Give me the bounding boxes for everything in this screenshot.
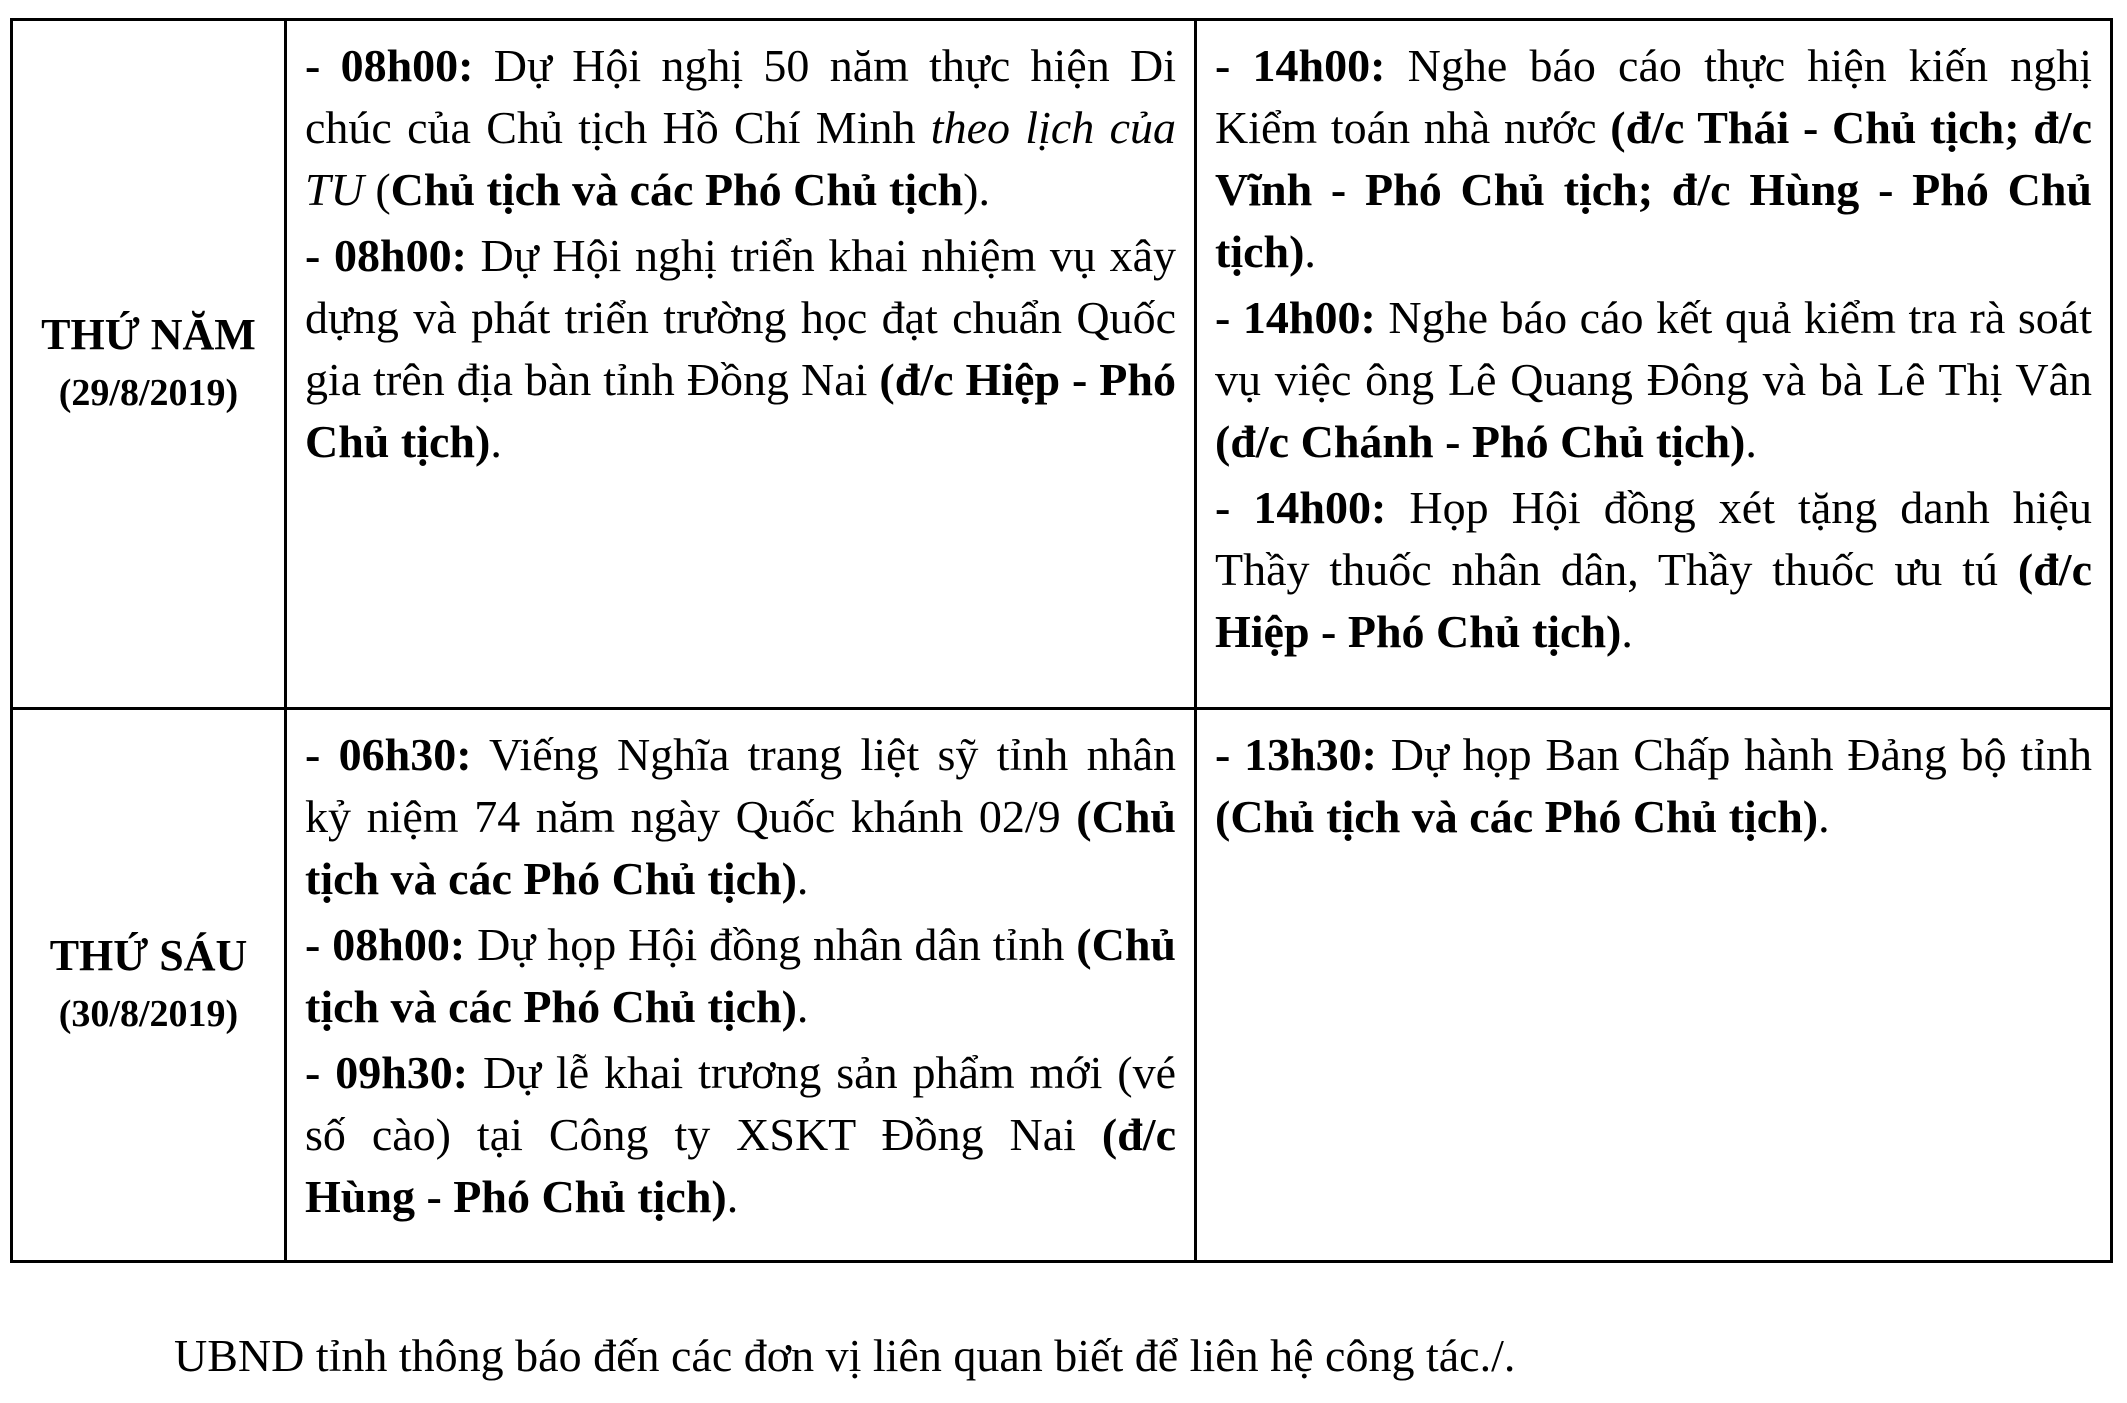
entry-attendees: (Chủ tịch và các Phó Chủ tịch) — [1215, 791, 1819, 842]
entry-dash: - — [1215, 729, 1245, 780]
entry-time: 14h00: — [1252, 40, 1386, 91]
morning-cell — [286, 709, 1196, 1262]
entry-text: Nghe báo cáo kết quả kiểm tra rà soát vụ việc ông Lê Quang Đông và bà Lê Thị Vân — [1215, 292, 2092, 405]
schedule-entry — [305, 1042, 1176, 1228]
entry-text: . — [1621, 606, 1633, 657]
entry-dash: - — [1215, 40, 1253, 91]
entry-text: . — [796, 853, 809, 904]
entry-attendees: (đ/c Hiệp - Phó Chủ tịch) — [305, 354, 1176, 467]
schedule-entry — [305, 225, 1176, 473]
entry-attendees: (Chủ tịch và các Phó Chủ tịch) — [305, 791, 1176, 904]
entry-time: 06h30: — [338, 729, 472, 780]
schedule-entry — [1215, 477, 2092, 663]
schedule-entry — [1215, 724, 2092, 848]
entry-italic-text: theo lịch của TU — [305, 102, 1176, 215]
entry-attendees: (Chủ tịch và các Phó Chủ tịch) — [305, 919, 1176, 1032]
entry-dash: - — [1215, 292, 1243, 343]
entry-text: . — [726, 1171, 739, 1222]
entry-time: 13h30: — [1244, 729, 1377, 780]
schedule-entry — [305, 35, 1176, 221]
entry-text: Viếng Nghĩa trang liệt sỹ tỉnh nhân kỷ niệm 74 năm ngày Quốc khánh 02/9 — [305, 729, 1176, 842]
day-name: THỨ SÁU — [49, 931, 248, 980]
entry-dash: - — [305, 729, 339, 780]
day-name: THỨ NĂM — [41, 310, 256, 359]
schedule-row-thu-nam — [12, 20, 2112, 709]
entry-text: . — [1745, 416, 1757, 467]
entry-text: Nghe báo cáo thực hiện kiến nghị Kiểm toán nhà nước — [1215, 40, 2092, 153]
entry-text: Dự họp Hội đồng nhân dân tỉnh — [465, 919, 1077, 970]
day-date: (30/8/2019) — [58, 993, 239, 1035]
schedule-table — [10, 18, 2113, 1263]
entry-text: Dự lễ khai trương sản phẩm mới (vé số cào) tại Công ty XSKT Đồng Nai — [305, 1047, 1176, 1160]
footer-note: UBND tỉnh thông báo đến các đơn vị liên quan biết để liên hệ công tác./. — [174, 1330, 1516, 1381]
entry-attendees: (đ/c Thái - Chủ tịch; đ/c Vĩnh - Phó Chủ tịch; đ/c Hùng - Phó Chủ tịch) — [1215, 102, 2092, 277]
entry-attendees: (đ/c Hùng - Phó Chủ tịch) — [305, 1109, 1176, 1222]
entry-text: Dự Hội nghị triển khai nhiệm vụ xây dựng và phát triển trường học đạt chuẩn Quốc gia trên địa bàn tỉnh Đồng Nai — [305, 230, 1176, 405]
afternoon-cell — [1196, 709, 2112, 1262]
morning-cell — [286, 20, 1196, 709]
entry-time: 09h30: — [335, 1047, 469, 1098]
entry-time: 14h00: — [1253, 482, 1387, 533]
entry-time: 08h00: — [340, 40, 474, 91]
day-date: (29/8/2019) — [58, 372, 239, 414]
entry-time: 08h00: — [332, 919, 466, 970]
entry-text: Họp Hội đồng xét tặng danh hiệu Thầy thuốc nhân dân, Thầy thuốc ưu tú — [1215, 482, 2092, 595]
entry-attendees: Chủ tịch và các Phó Chủ tịch — [390, 164, 964, 215]
entry-dash: - — [305, 230, 334, 281]
schedule-row-thu-sau — [12, 709, 2112, 1262]
day-cell — [12, 709, 286, 1262]
entry-text: . — [796, 981, 809, 1032]
schedule-entry — [1215, 287, 2092, 473]
entry-dash: - — [1215, 482, 1254, 533]
schedule-entry — [1215, 35, 2092, 283]
entry-text: ). — [963, 164, 990, 215]
entry-text: . — [1818, 791, 1830, 842]
schedule-entry — [305, 724, 1176, 910]
entry-text: Dự họp Ban Chấp hành Đảng bộ tỉnh — [1376, 729, 2092, 780]
entry-text: . — [1304, 226, 1316, 277]
schedule-entry — [305, 914, 1176, 1038]
entry-text: . — [490, 416, 502, 467]
entry-text: Dự Hội nghị 50 năm thực hiện Di chúc của Chủ tịch Hồ Chí Minh — [305, 40, 1176, 153]
entry-attendees: (đ/c Chánh - Phó Chủ tịch) — [1215, 416, 1746, 467]
day-cell — [12, 20, 286, 709]
entry-text: ( — [363, 164, 391, 215]
entry-dash: - — [305, 919, 333, 970]
entry-dash: - — [305, 1047, 336, 1098]
entry-time: 14h00: — [1242, 292, 1376, 343]
afternoon-cell — [1196, 20, 2112, 709]
entry-attendees: (đ/c Hiệp - Phó Chủ tịch) — [1215, 544, 2092, 657]
entry-dash: - — [305, 40, 341, 91]
entry-time: 08h00: — [333, 230, 467, 281]
